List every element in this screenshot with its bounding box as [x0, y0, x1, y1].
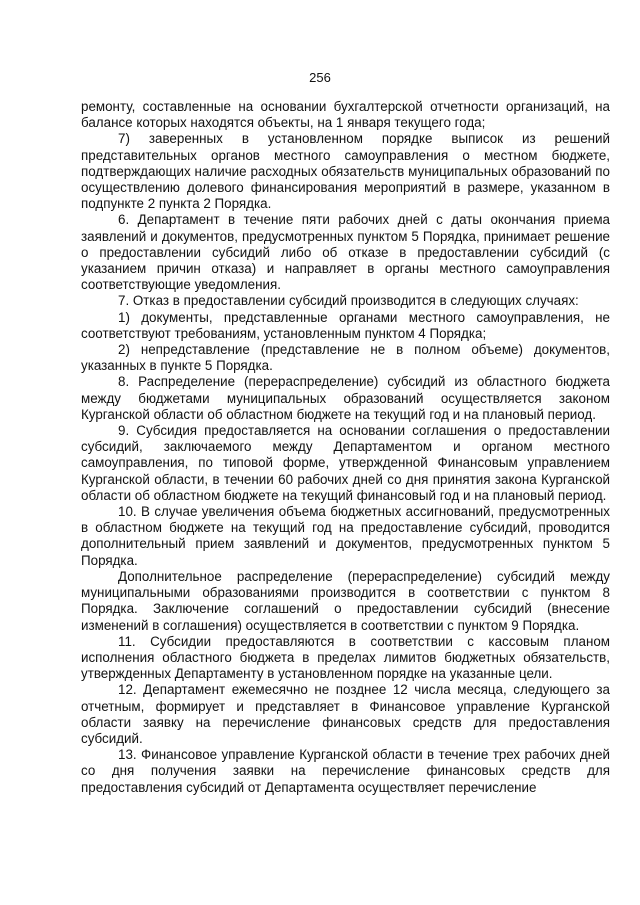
paragraph: 8. Распределение (перераспределение) субсидий из областного бюджета между бюджетами муниципальных образований осуществляется законом Курганской области об областном бюджете на текущий год и на плановый период. [81, 374, 610, 422]
page-number: 256 [309, 70, 331, 85]
paragraph: 6. Департамент в течение пяти рабочих дней с даты окончания приема заявлений и документов, предусмотренных пунктом 5 Порядка, принимает решение о предоставлении субсидий либо об отказе в предоставлении субсидий (с указанием причин отказа) и направляет в органы местного самоуправления соответствующие уведомления. [81, 212, 610, 293]
paragraph: 7) заверенных в установленном порядке выписок из решений представительных органов местного самоуправления о местном бюджете, подтверждающих наличие расходных обязательств муниципальных образований по осуществлению долевого финансирования мероприятий в размере, указанном в подпункте 2 пункта 2 Порядка. [81, 131, 610, 212]
paragraph: 2) непредставление (представление не в полном объеме) документов, указанных в пункте 5 Порядка. [81, 342, 610, 374]
paragraph: 11. Субсидии предоставляются в соответствии с кассовым планом исполнения областного бюджета в пределах лимитов бюджетных обязательств, утвержденных Департаменту в установленном порядке на указанные цели. [81, 633, 610, 682]
paragraph: 1) документы, представленные органами местного самоуправления, не соответствуют требованиям, установленным пунктом 4 Порядка; [81, 309, 610, 341]
paragraph: 13. Финансовое управление Курганской области в течение трех рабочих дней со дня получения заявки на перечисление финансовых средств для предоставления субсидий от Департамента осуществляет перечисление [81, 747, 610, 795]
paragraph: 10. В случае увеличения объема бюджетных ассигнований, предусмотренных в областном бюджете на текущий год на предоставление субсидий, проводится дополнительный прием заявлений и документов, предусмотренных пунктом 5 Порядка. [81, 504, 610, 568]
paragraph: 9. Субсидия предоставляется на основании соглашения о предоставлении субсидий, заключаемого между Департаментом и органом местного самоуправления, по типовой форме, утвержденной Финансовым управлением Курганской области, в течении 60 рабочих дней со дня принятия закона Курганской области об областном бюджете на текущий финансовый год и на плановый период. [81, 423, 610, 503]
paragraph: ремонту, составленные на основании бухгалтерской отчетности организаций, на балансе которых находятся объекты, на 1 января текущего года; [81, 99, 610, 131]
paragraph: Дополнительное распределение (перераспределение) субсидий между муниципальными образованиями производится в соответствии с пунктом 8 Порядка. Заключение соглашений о предоставлении субсидий (внесение изменений в соглашения) осуществляется в соответствии с пунктом 9 Порядка. [81, 568, 610, 633]
paragraph: 12. Департамент ежемесячно не позднее 12 числа месяца, следующего за отчетным, формирует и представляет в Финансовое управление Курганской области заявку на перечисление финансовых средств для предоставления субсидий. [81, 682, 610, 746]
document-body [81, 99, 610, 796]
paragraph: 7. Отказ в предоставлении субсидий производится в следующих случаях: [118, 293, 579, 309]
